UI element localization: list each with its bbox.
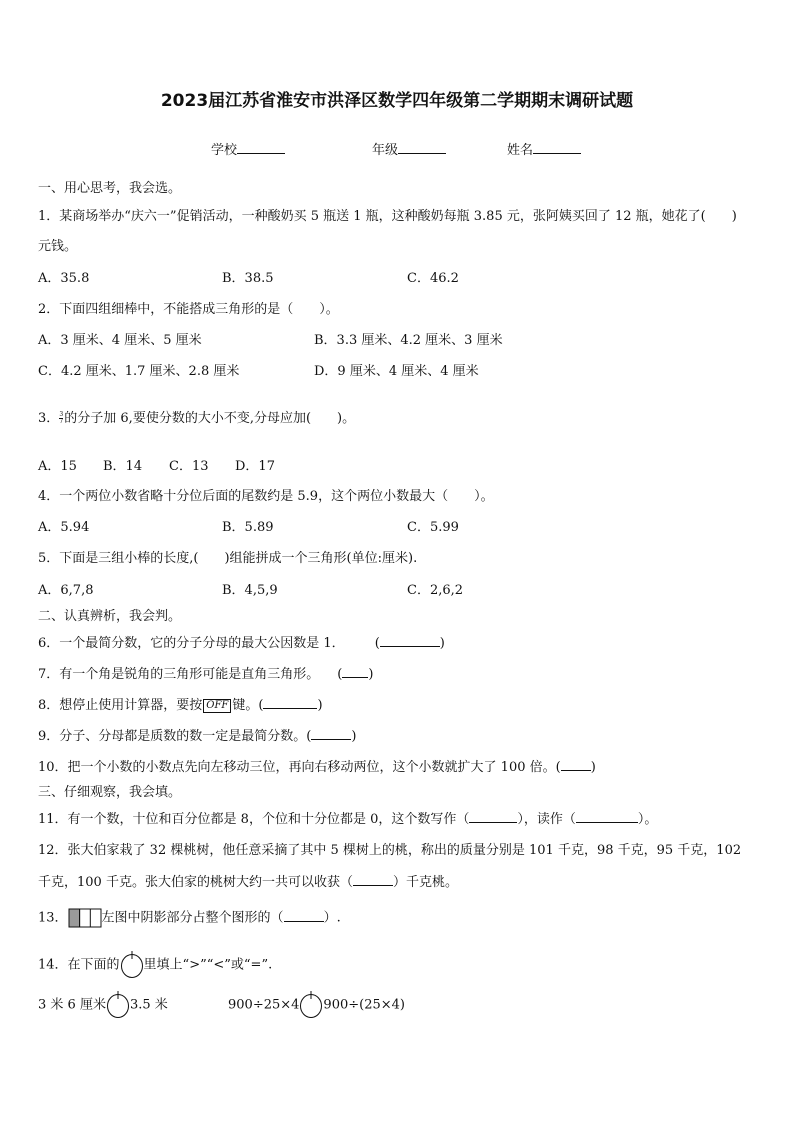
q10-paren-left: ( — [555, 760, 561, 775]
q4-option-b[interactable]: B．5.89 — [222, 520, 274, 535]
q9-paren-right: ) — [351, 729, 357, 744]
q14-text: 14．在下面的 — [38, 957, 120, 973]
section-1-heading: 一、用心思考，我会选。 — [38, 181, 182, 196]
q12-text-cont: 千克，100 千克。张大伯家的桃树大约一共可以收获（ — [38, 875, 353, 890]
q13-answer-blank[interactable] — [284, 909, 324, 922]
q3-option-c[interactable]: C．13 — [169, 459, 209, 474]
section-3-heading: 三、仔细观察，我会填。 — [38, 785, 182, 800]
q9-answer-blank[interactable] — [311, 727, 351, 740]
q3-option-a[interactable]: A．15 — [38, 459, 77, 474]
q14-line — [38, 951, 272, 979]
q5-option-b[interactable]: B．4,5,9 — [222, 583, 278, 598]
q7-line — [38, 665, 373, 684]
q4-text: 4．一个两位小数省略十分位后面的尾数约是 5.9，这个两位小数最大（ ）。 — [38, 489, 494, 504]
q11-line — [38, 810, 657, 829]
grade-field[interactable] — [372, 141, 446, 160]
q14-item2-left: 900÷25×4 — [228, 997, 300, 1013]
q13-text-end: ）. — [323, 910, 341, 926]
q2-text: 2．下面四组细棒中，不能搭成三角形的是（ ）。 — [38, 302, 339, 317]
grade-label: 年级 — [372, 143, 399, 158]
q1-option-c[interactable]: C．46.2 — [407, 271, 459, 286]
grade-blank[interactable] — [398, 141, 446, 154]
q14-item2-right: 900÷(25×4) — [323, 997, 405, 1013]
q1-text-cont: 元钱。 — [38, 239, 78, 254]
q9-line — [38, 727, 356, 746]
q14-item1-left: 3 米 6 厘米 — [38, 997, 106, 1013]
q3-text: 的分子加 6,要使分数的大小不变,分母应加( )。 — [64, 411, 356, 426]
q3-line — [38, 410, 355, 428]
q5-option-c[interactable]: C．2,6,2 — [407, 583, 464, 598]
q2-option-d[interactable]: D．9 厘米、4 厘米、4 厘米 — [314, 364, 479, 379]
q12-line2 — [38, 873, 458, 892]
q3-option-d[interactable]: D．17 — [235, 459, 275, 474]
q11-text: 11．有一个数，十位和百分位都是 8，个位和十分位都是 0，这个数写作（ — [38, 812, 470, 827]
section-2-heading: 二、认真辨析，我会判。 — [38, 609, 182, 624]
school-field[interactable] — [211, 141, 285, 160]
q12-text: 12．张大伯家栽了 32 棵桃树，他任意采摘了其中 5 棵树上的桃，称出的质量分别是 101 千克，98 千克，95 千克，102 — [38, 843, 742, 858]
q10-text: 10．把一个小数的小数点先向左移动三位，再向右移动两位，这个小数就扩大了 100 倍。 — [38, 760, 556, 775]
compare-circle-icon — [120, 951, 144, 979]
shaded-rectangle-figure — [68, 908, 102, 928]
q4-option-a[interactable]: A．5.94 — [38, 520, 90, 535]
q7-text: 7．有一个角是锐角的三角形可能是直角三角形。 — [38, 667, 320, 682]
q6-paren-right: ) — [439, 636, 445, 651]
q2-option-b[interactable]: B．3.3 厘米、4.2 厘米、3 厘米 — [314, 333, 503, 348]
q2-option-c[interactable]: C．4.2 厘米、1.7 厘米、2.8 厘米 — [38, 364, 240, 379]
q6-line — [38, 634, 445, 653]
q8-answer-blank[interactable] — [263, 696, 317, 709]
q12-text-end: ）千克桃。 — [392, 875, 458, 890]
q6-text: 6．一个最简分数，它的分子分母的最大公因数是 1． — [38, 636, 345, 651]
q14-item1-right: 3.5 米 — [129, 997, 168, 1013]
page-title: 2023届江苏省淮安市洪泽区数学四年级第二学期期末调研试题 — [160, 91, 634, 111]
school-label: 学校 — [211, 143, 238, 158]
q11-text-mid: ），读作（ — [517, 812, 576, 827]
q7-paren-left: ( — [337, 667, 343, 682]
q8-line — [38, 696, 323, 715]
school-blank[interactable] — [237, 141, 285, 154]
q10-line — [38, 758, 596, 777]
q6-answer-blank[interactable] — [380, 634, 440, 647]
q9-text: 9．分子、分母都是质数的数一定是最简分数。 — [38, 729, 307, 744]
q14-item-1 — [38, 991, 168, 1019]
q3-fraction — [59, 412, 63, 425]
q4-option-c[interactable]: C．5.99 — [407, 520, 459, 535]
q11-read-blank[interactable] — [576, 810, 638, 823]
q8-paren-left: ( — [258, 698, 264, 713]
q13-line — [38, 908, 341, 928]
q14-item2-answer-circle[interactable] — [299, 991, 323, 1019]
q7-paren-right: ) — [368, 667, 374, 682]
q14-text-cont: 里填上“>”“<”或“=”. — [143, 957, 273, 973]
q8-text-cont: 键。 — [232, 698, 259, 713]
q3-option-b[interactable]: B．14 — [103, 459, 143, 474]
q10-answer-blank[interactable] — [561, 758, 591, 771]
q13-number: 13． — [38, 910, 68, 926]
q11-text-end: ）。 — [637, 812, 658, 827]
q7-answer-blank[interactable] — [342, 665, 368, 678]
q1-option-b[interactable]: B．38.5 — [222, 271, 274, 286]
q11-write-blank[interactable] — [469, 810, 517, 823]
q13-text: 左图中阴影部分占整个图形的（ — [101, 910, 284, 926]
q14-item1-answer-circle[interactable] — [106, 991, 130, 1019]
q10-paren-right: ) — [590, 760, 596, 775]
q8-paren-right: ) — [317, 698, 323, 713]
q14-item-2 — [228, 991, 405, 1019]
q9-paren-left: ( — [306, 729, 312, 744]
q6-paren-left: ( — [374, 636, 380, 651]
q1-option-a[interactable]: A．35.8 — [38, 271, 90, 286]
name-blank[interactable] — [533, 141, 581, 154]
name-label: 姓名 — [507, 143, 534, 158]
q1-text: 1．某商场举办“庆六一”促销活动，一种酸奶买 5 瓶送 1 瓶，这种酸奶每瓶 3.85 元，张阿姨买回了 12 瓶，她花了( ) — [38, 209, 737, 224]
name-field[interactable] — [507, 141, 581, 160]
q5-text: 5．下面是三组小棒的长度,( )组能拼成一个三角形(单位:厘米). — [38, 551, 418, 566]
q8-text: 8．想停止使用计算器，要按 — [38, 698, 203, 713]
q2-option-a[interactable]: A．3 厘米、4 厘米、5 厘米 — [38, 333, 202, 348]
q3-frac-numerator: 3 — [59, 411, 64, 418]
off-key: OFF — [203, 699, 231, 713]
q3-frac-denominator: 7 — [59, 418, 64, 425]
q5-option-a[interactable]: A．6,7,8 — [38, 583, 94, 598]
q12-answer-blank[interactable] — [353, 873, 393, 886]
q3-number: 3． — [38, 411, 60, 426]
